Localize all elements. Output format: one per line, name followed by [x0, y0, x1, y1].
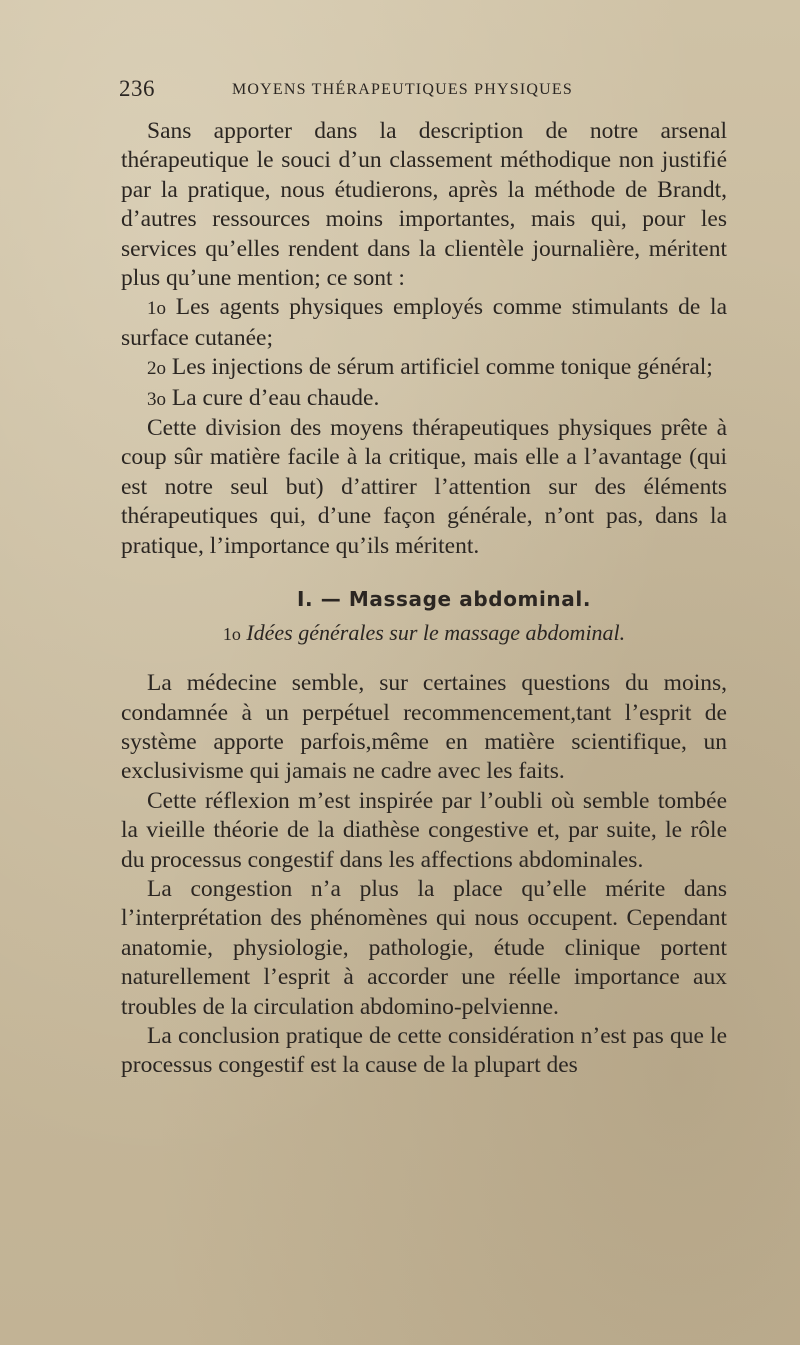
- list-item: [121, 384, 727, 414]
- subsection-number: 1o: [222, 624, 241, 645]
- list-item: [121, 293, 727, 353]
- page-header: [119, 76, 729, 112]
- list-item-text: Les agents physiques employés comme stimulants de la surface cutanée;: [121, 294, 727, 351]
- list-item-text: La cure d’eau chaude.: [171, 384, 380, 411]
- closing-paragraph: Cette division des moyens thérapeutiques physiques prête à coup sûr matière facile à la critique, mais elle a l’avantage (qui est notre seul but) d’attirer l’attention sur des éléments thérapeutiques qui, d’une façon générale, n’ont pas, dans la pratique, l’importance qu’ils méritent.: [121, 415, 727, 559]
- page-number: 236: [119, 76, 155, 101]
- list-item-text: Les injections de sérum artificiel comme tonique général;: [171, 354, 713, 381]
- subsection-title: [121, 618, 727, 649]
- page-body: [121, 117, 727, 1081]
- subsection-title-text: Idées générales sur le massage abdominal.: [246, 620, 626, 646]
- list-item-number: 1o: [147, 298, 166, 320]
- body-paragraph: La conclusion pratique de cette considération n’est pas que le processus congestif est la cause de la plupart des: [121, 1022, 727, 1079]
- list-item-number: 3o: [147, 388, 166, 410]
- intro-paragraph: Sans apporter dans la description de notre arsenal thérapeutique le souci d’un classement méthodique non justifié par la pratique, nous étudierons, après la méthode de Brandt, d’autres ressources moins importantes, mais qui, pour les services qu’elles rendent dans la clientèle journalière, méritent plus qu’une mention; ce sont :: [121, 118, 727, 292]
- body-paragraph: La médecine semble, sur certaines questions du moins, condamnée à un perpétuel recommencement,tant l’esprit de système apporte parfois,même en matière scientifique, un exclusivisme qui jamais ne cadre avec les faits.: [121, 670, 727, 785]
- list-item-number: 2o: [147, 358, 166, 380]
- body-paragraph: Cette réflexion m’est inspirée par l’oubli où semble tombée la vieille théorie de la diathèse congestive et, par suite, le rôle du processus congestif dans les affections abdominales.: [121, 787, 727, 873]
- section-title: I. — Massage abdominal.: [296, 587, 592, 612]
- list-item: [121, 353, 727, 383]
- running-head: MOYENS THÉRAPEUTIQUES PHYSIQUES: [232, 81, 573, 98]
- body-paragraph: La congestion n’a plus la place qu’elle mérite dans l’interprétation des phénomènes qui nous occupent. Cependant anatomie, physiologie, pathologie, étude clinique portent naturellement l’esprit à accorder une réelle importance aux troubles de la circulation abdomino-pelvienne.: [121, 875, 727, 1020]
